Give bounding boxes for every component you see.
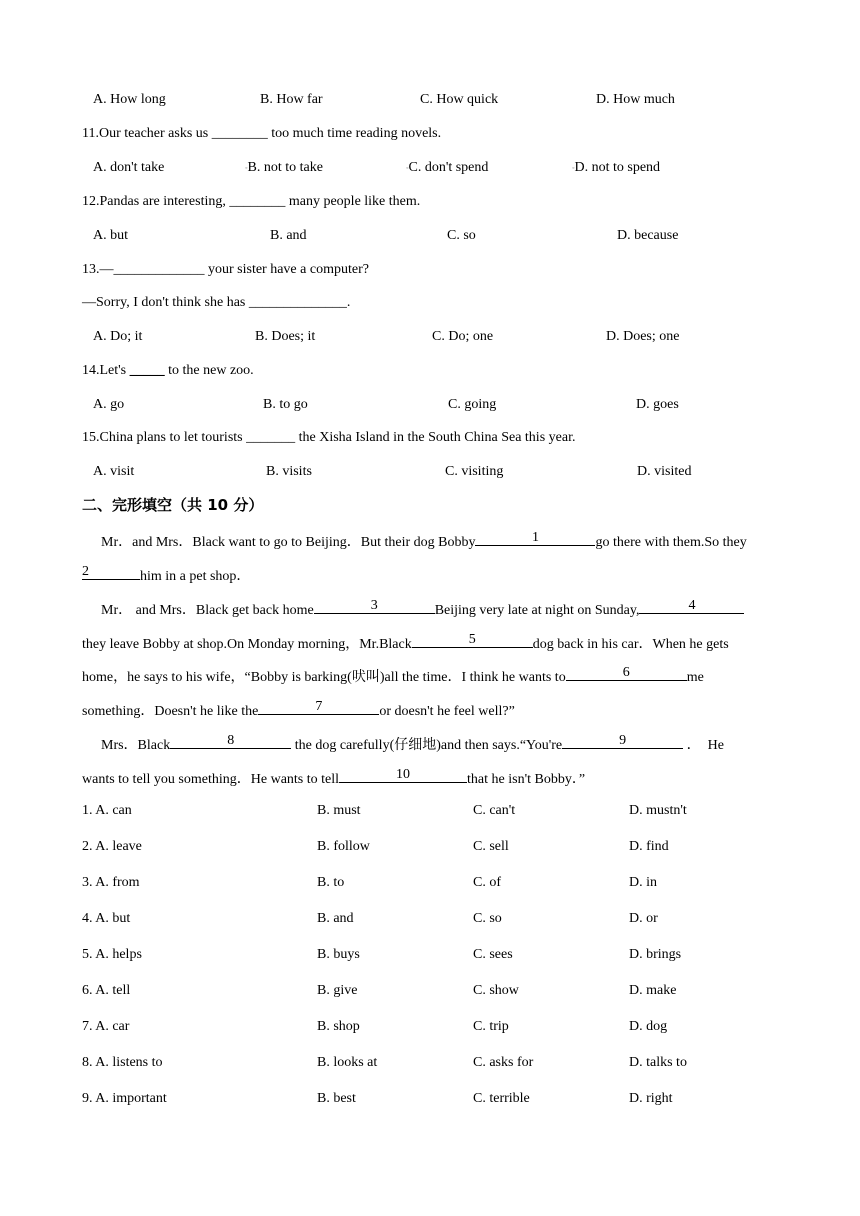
q10-option-c: C. How quick xyxy=(420,92,499,107)
cloze-3-option-a: 3. A. from xyxy=(82,875,140,890)
q11-stem xyxy=(82,125,441,143)
passage-text: dog back in his car．When he gets xyxy=(532,637,729,652)
cloze-5-option-b: B. buys xyxy=(317,947,360,962)
cloze-1-option-a: 1. A. can xyxy=(82,803,132,818)
cloze-7-option-d: D. dog xyxy=(629,1019,668,1034)
blank-3-number: 3 xyxy=(370,598,378,613)
q11-blank: ________ xyxy=(211,126,268,141)
cloze-5-option-d: D. brings xyxy=(629,947,682,962)
cloze-3-option-c: C. of xyxy=(473,875,501,890)
q15-option-c: C. visiting xyxy=(445,464,504,479)
q10-option-a: A. How long xyxy=(93,92,166,107)
q13-option-a: A. Do; it xyxy=(93,329,143,344)
blank-5-number: 5 xyxy=(468,632,476,647)
cloze-9-option-b: B. best xyxy=(317,1091,356,1106)
blank-2 xyxy=(82,565,140,580)
cloze-4-option-d: D. or xyxy=(629,911,658,926)
q12-stem xyxy=(82,193,420,211)
q12-blank: ________ xyxy=(229,194,286,209)
blank-7-number: 7 xyxy=(315,699,323,714)
q12-option-c: C. so xyxy=(447,228,476,243)
passage-line-7 xyxy=(101,734,724,755)
q12-stem-text: 12.Pandas are interesting, xyxy=(82,194,230,209)
passage-line-5 xyxy=(82,666,704,687)
blank-7 xyxy=(258,700,379,715)
passage-text: me xyxy=(686,670,704,685)
blank-6 xyxy=(566,666,687,681)
blank-4 xyxy=(639,599,744,614)
q13-blank: _____________ xyxy=(113,262,205,277)
q14-blank: _____ xyxy=(129,363,165,378)
blank-10-number: 10 xyxy=(396,767,411,782)
q11-stem-text: 11.Our teacher asks us xyxy=(82,126,212,141)
q15-stem xyxy=(82,429,575,447)
passage-line-2 xyxy=(82,565,250,586)
passage-text: Mr．and Mrs．Black want to go to Beijing．But their dog Bobby xyxy=(101,535,476,550)
blank-9 xyxy=(562,734,683,749)
blank-1-number: 1 xyxy=(531,530,539,545)
blank-2-number: 2 xyxy=(82,564,89,579)
passage-line-1 xyxy=(101,531,747,552)
passage-text: Beijing very late at night on Sunday, xyxy=(434,603,640,618)
cloze-8-option-b: B. looks at xyxy=(317,1055,378,1070)
q15-option-a: A. visit xyxy=(93,464,135,479)
cloze-4-option-a: 4. A. but xyxy=(82,911,131,926)
cloze-6-option-d: D. make xyxy=(629,983,677,998)
q14-option-c: C. going xyxy=(448,397,497,412)
cloze-3-option-d: D. in xyxy=(629,875,657,890)
q15-option-d: D. visited xyxy=(637,464,692,479)
cloze-1-option-c: C. can't xyxy=(473,803,516,818)
q12-option-d: D. because xyxy=(617,228,679,243)
blank-4-number: 4 xyxy=(688,598,696,613)
cloze-8-option-c: C. asks for xyxy=(473,1055,534,1070)
cloze-1-option-d: D. mustn't xyxy=(629,803,687,818)
cloze-4-option-c: C. so xyxy=(473,911,502,926)
passage-text: that he isn't Bobby．” xyxy=(467,772,586,787)
q15-option-b: B. visits xyxy=(266,464,312,479)
cloze-7-option-c: C. trip xyxy=(473,1019,509,1034)
cloze-9-option-a: 9. A. important xyxy=(82,1091,167,1106)
cloze-5-option-c: C. sees xyxy=(473,947,513,962)
cloze-7-option-a: 7. A. car xyxy=(82,1019,130,1034)
q11-option-c: ◦C. don't spend xyxy=(406,160,489,175)
cloze-1-option-b: B. must xyxy=(317,803,361,818)
section-heading: 二、完形填空（共 10 分） xyxy=(82,496,264,514)
blank-8-number: 8 xyxy=(227,733,235,748)
q13-stem-text: 13.— xyxy=(82,262,114,277)
blank-10 xyxy=(339,768,467,783)
passage-text: ． He xyxy=(683,738,724,753)
q13-blank-2: ______________ xyxy=(248,295,347,310)
blank-6-number: 6 xyxy=(622,665,630,680)
q15-stem-text-end: the Xisha Island in the South China Sea this year. xyxy=(295,430,576,445)
cloze-6-option-c: C. show xyxy=(473,983,519,998)
q11-stem-text-end: too much time reading novels. xyxy=(267,126,442,141)
q11-option-d: ◦D. not to spend xyxy=(572,160,661,175)
passage-line-8 xyxy=(82,768,585,789)
passage-text: Mr． and Mrs．Black get back home xyxy=(101,603,314,618)
q11-option-b: ◦B. not to take xyxy=(245,160,323,175)
blank-9-number: 9 xyxy=(619,733,627,748)
cloze-5-option-a: 5. A. helps xyxy=(82,947,142,962)
q14-option-b: B. to go xyxy=(263,397,308,412)
passage-text: him in a pet shop． xyxy=(140,569,251,584)
q11-option-a: A. don't take xyxy=(93,160,165,175)
q10-option-d: D. How much xyxy=(596,92,675,107)
q12-stem-text-end: many people like them. xyxy=(285,194,421,209)
cloze-8-option-d: D. talks to xyxy=(629,1055,687,1070)
q15-stem-text: 15.China plans to let tourists xyxy=(82,430,247,445)
q13-stem xyxy=(82,261,369,279)
q11-option-d-text: D. not to spend xyxy=(574,160,661,175)
cloze-2-option-c: C. sell xyxy=(473,839,509,854)
cloze-3-option-b: B. to xyxy=(317,875,345,890)
cloze-2-option-d: D. find xyxy=(629,839,669,854)
passage-text: the dog carefully(仔细地)and then says.“You're xyxy=(291,738,563,753)
cloze-4-option-b: B. and xyxy=(317,911,354,926)
passage-line-3 xyxy=(101,599,744,620)
passage-line-6 xyxy=(82,700,515,721)
passage-line-4 xyxy=(82,633,729,654)
cloze-9-option-d: D. right xyxy=(629,1091,673,1106)
q14-option-a: A. go xyxy=(93,397,125,412)
q15-blank: _______ xyxy=(246,430,296,445)
q11-option-c-text: C. don't spend xyxy=(408,160,489,175)
q12-option-b: B. and xyxy=(270,228,307,243)
blank-1 xyxy=(475,531,595,546)
blank-3 xyxy=(314,599,435,614)
q13-response-end: . xyxy=(346,295,351,310)
q13-stem-text-end: your sister have a computer? xyxy=(204,262,369,277)
q13-option-c: C. Do; one xyxy=(432,329,494,344)
cloze-6-option-b: B. give xyxy=(317,983,358,998)
passage-text: they leave Bobby at shop.On Monday morning，Mr.Black xyxy=(82,637,412,652)
blank-8 xyxy=(170,734,291,749)
cloze-2-option-b: B. follow xyxy=(317,839,370,854)
q14-stem-text: 14.Let's xyxy=(82,363,130,378)
q14-stem-text-end: to the new zoo. xyxy=(164,363,254,378)
q14-stem xyxy=(82,362,254,380)
passage-text: wants to tell you something．He wants to tell xyxy=(82,772,340,787)
blank-5 xyxy=(412,633,533,648)
cloze-9-option-c: C. terrible xyxy=(473,1091,530,1106)
q11-option-b-text: B. not to take xyxy=(247,160,323,175)
q14-option-d: D. goes xyxy=(636,397,679,412)
q13-response xyxy=(82,294,350,312)
passage-text: home，he says to his wife，“Bobby is barking(吠叫)all the time．I think he wants to xyxy=(82,670,566,685)
q10-option-b: B. How far xyxy=(260,92,323,107)
cloze-6-option-a: 6. A. tell xyxy=(82,983,131,998)
cloze-2-option-a: 2. A. leave xyxy=(82,839,142,854)
q12-option-a: A. but xyxy=(93,228,128,243)
passage-text: or doesn't he feel well?” xyxy=(379,704,515,719)
passage-text: something．Doesn't he like the xyxy=(82,704,259,719)
q13-option-d: D. Does; one xyxy=(606,329,680,344)
cloze-7-option-b: B. shop xyxy=(317,1019,360,1034)
q13-response-text: —Sorry, I don't think she has xyxy=(82,295,249,310)
passage-text: go there with them.So they xyxy=(595,535,747,550)
cloze-8-option-a: 8. A. listens to xyxy=(82,1055,163,1070)
q13-option-b: B. Does; it xyxy=(255,329,316,344)
passage-text: Mrs．Black xyxy=(101,738,171,753)
